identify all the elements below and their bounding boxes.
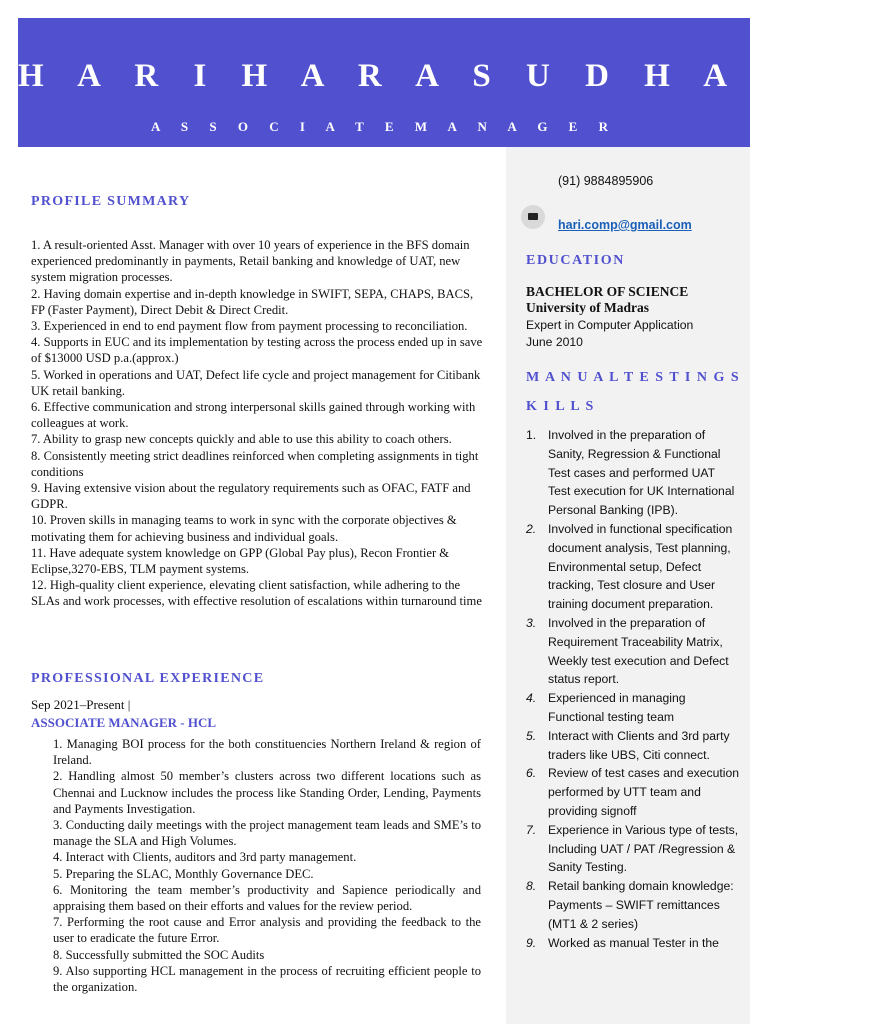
skill-item <box>522 727 740 765</box>
skill-item <box>522 821 740 877</box>
skill-number: 4. <box>526 691 537 706</box>
skill-text: Involved in functional specification document analysis, Test planning, Environmental setup, Defect tracking, Test closure and User training document preparation. <box>548 521 733 612</box>
skill-number: 3. <box>526 615 537 630</box>
envelope-icon <box>521 205 545 229</box>
skill-number: 7. <box>526 822 537 837</box>
skill-text: Experienced in managing Functional testing team <box>548 691 686 724</box>
summary-item: 3. Experienced in end to end payment flow from payment processing to reconciliation. <box>31 319 468 334</box>
experience-list <box>53 736 481 995</box>
education-date: June 2010 <box>526 335 583 349</box>
summary-item: 1. A result-oriented Asst. Manager with over 10 years of experience in the BFS domain experienced predominantly in payments, Retail banking and knowledge of UAT, new system migration processes. <box>31 238 470 285</box>
education-heading: EDUCATION <box>526 253 625 268</box>
skill-text: Retail banking domain knowledge: Payments – SWIFT remittances (MT1 & 2 series) <box>548 879 734 931</box>
skill-item <box>522 689 740 727</box>
skill-text: Worked as manual Tester in the <box>548 935 719 950</box>
summary-item: 8. Consistently meeting strict deadlines reinforced when completing assignments in tight conditions <box>31 448 479 479</box>
summary-item: 12. High-quality client experience, elevating client satisfaction, while adhering to the SLAs and work processes, with effective resolution of escalations within turnaround time <box>31 578 482 609</box>
skill-number: 8. <box>526 879 537 894</box>
experience-item: 1. Managing BOI process for the both constituencies Northern Ireland & region of Ireland. <box>53 737 481 768</box>
experience-item: 3. Conducting daily meetings with the project management team leads and SME’s to manage the SLA and High Volumes. <box>53 818 481 849</box>
skill-text: Review of test cases and execution performed by UTT team and providing signoff <box>548 766 740 818</box>
skill-item <box>522 520 740 614</box>
summary-item: 4. Supports in EUC and its implementation by testing across the process ended up in save of $13000 USD p.a.(approx.) <box>31 335 483 366</box>
skill-number: 6. <box>526 766 537 781</box>
summary-item: 10. Proven skills in managing teams to work in sync with the corporate objectives & motivating them for achieving business and individual goals. <box>31 513 457 544</box>
skill-text: Experience in Various type of tests, Including UAT / PAT /Regression & Sanity Testing. <box>548 822 739 875</box>
skill-number: 1. <box>526 428 537 442</box>
skills-heading-line-2: K I L L S <box>526 399 595 414</box>
profile-summary-heading: PROFILE SUMMARY <box>31 194 191 209</box>
summary-item: 2. Having domain expertise and in-depth knowledge in SWIFT, SEPA, CHAPS, BACS, FP (Faster Payment), Direct Debit & Direct Credit. <box>31 286 474 317</box>
experience-date: Sep 2021–Present | <box>31 697 131 712</box>
profile-summary <box>31 237 483 610</box>
skills-list <box>522 426 740 952</box>
summary-item: 5. Worked in operations and UAT, Defect life cycle and project management for Citibank UK retail banking. <box>31 367 481 398</box>
skill-text: Involved in the preparation of Sanity, Regression & Functional Test cases and performed UAT Test execution for UK International Personal Banking (IPB). <box>548 428 735 518</box>
candidate-name: H A R I H A R A S U D H A N .M <box>18 58 886 94</box>
candidate-title: A S S O C I A T E M A N A G E R <box>150 119 617 134</box>
skill-number: 9. <box>526 935 537 950</box>
professional-experience-heading: PROFESSIONAL EXPERIENCE <box>31 671 265 686</box>
summary-item: 6. Effective communication and strong interpersonal skills gained through working with colleagues at work. <box>31 400 476 431</box>
skill-item <box>522 934 740 953</box>
skill-text: Involved in the preparation of Requirement Traceability Matrix, Weekly test execution and Defect status report. <box>548 615 729 687</box>
skill-number: 5. <box>526 728 537 743</box>
experience-role: ASSOCIATE MANAGER - HCL <box>31 715 217 730</box>
skill-item <box>522 877 740 933</box>
summary-item: 7. Ability to grasp new concepts quickly and able to use this ability to coach others. <box>31 432 452 447</box>
skill-item <box>522 426 740 520</box>
experience-item: 7. Performing the root cause and Error analysis and providing the feedback to the user to eradicate the future Error. <box>53 915 481 946</box>
summary-item: 11. Have adequate system knowledge on GPP (Global Pay plus), Recon Frontier & Eclipse,3270-EBS, TLM payment systems. <box>31 545 450 577</box>
education-detail: Expert in Computer Application <box>526 318 694 332</box>
email-link[interactable]: hari.comp@gmail.com <box>558 218 692 232</box>
skill-item <box>522 764 740 820</box>
phone-number: (91) 9884895906 <box>558 174 654 188</box>
skill-item <box>522 614 740 689</box>
skill-text: Interact with Clients and 3rd party traders like UBS, Citi connect. <box>548 728 730 762</box>
experience-item: 5. Preparing the SLAC, Monthly Governance DEC. <box>53 866 314 881</box>
skill-number: 2. <box>526 521 537 536</box>
skills-heading-line-1: M A N U A L T E S T I N G S <box>526 370 741 385</box>
education-degree: BACHELOR OF SCIENCE <box>526 284 689 299</box>
education-university: University of Madras <box>526 300 649 315</box>
header-banner <box>18 18 886 147</box>
experience-item: 4. Interact with Clients, auditors and 3rd party management. <box>53 850 357 865</box>
summary-item: 9. Having extensive vision about the regulatory requirements such as OFAC, FATF and GDPR. <box>31 481 471 512</box>
experience-item: 2. Handling almost 50 member’s clusters across two different locations such as Chennai and Lucknow includes the process like Standing Order, Lending, Payments and Payments Investigation. <box>53 769 481 816</box>
experience-item: 8. Successfully submitted the SOC Audits <box>53 947 265 962</box>
experience-item: 9. Also supporting HCL management in the process of recruiting efficient people to the organization. <box>53 963 481 995</box>
experience-item: 6. Monitoring the team member’s productivity and Sapience periodically and appraising them based on their efforts and values for the review period. <box>53 882 481 914</box>
